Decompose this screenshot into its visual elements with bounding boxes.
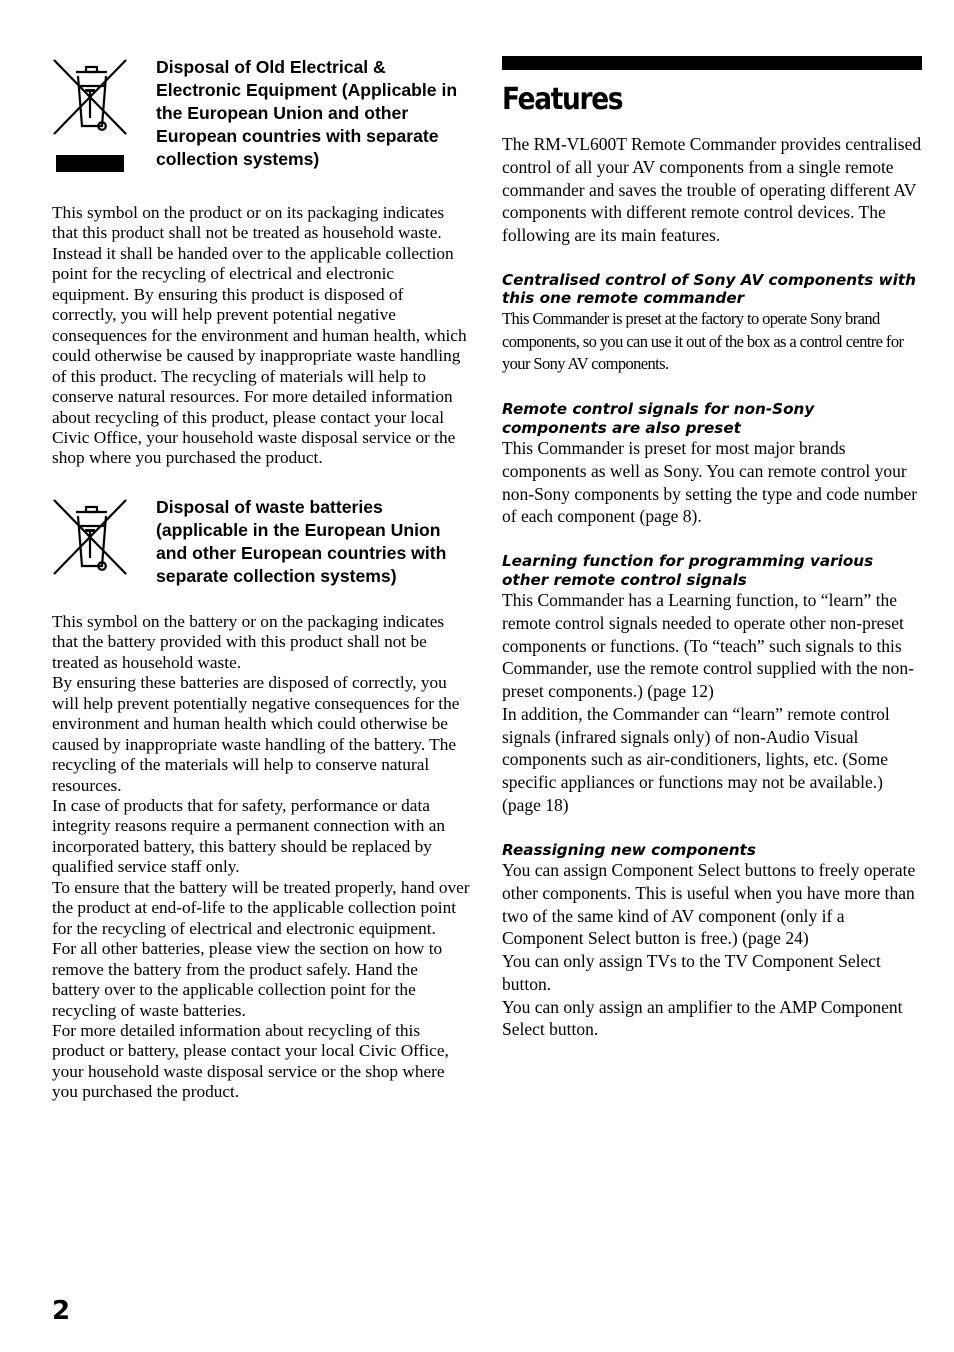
feature-heading-reassigning: Reassigning new components (502, 840, 756, 859)
batteries-paragraph: To ensure that the battery will be treated properly, hand over the product at end-of-life to the applicable collection point for the recycling of electrical and electronic equipment. (52, 877, 470, 938)
crossed-out-bin-icon (52, 496, 128, 585)
batteries-paragraph: By ensuring these batteries are disposed of correctly, you will help prevent potentially negative consequences for the environment and human health which could otherwise be caused by inappropriate waste handling of the battery. The recycling of the materials will help to conserve natural resources. (52, 673, 460, 795)
features-intro: The RM-VL600T Remote Commander provides centralised control of all your AV components from a single remote commander and saves the trouble of operating different AV components with different remote control devices. The following are its main features. (502, 134, 922, 245)
feature-text: This Commander is preset for most major brands components as well as Sony. You can remote control your non-Sony components by setting the type and code number of each component (page 8). (502, 438, 918, 527)
section-header-bar (502, 56, 922, 70)
feature-text: This Commander is preset at the factory to operate Sony brand components, so you can use it out of the box as a control centre for your Sony AV components. (502, 308, 904, 374)
feature-heading-centralised-control: Centralised control of Sony AV components with this one remote commander (502, 270, 916, 308)
feature-text: You can only assign an amplifier to the AMP Component Select button. (502, 996, 903, 1040)
feature-heading-learning-function: Learning function for programming various other remote control signals (502, 552, 874, 589)
feature-heading-non-sony-preset: Remote control signals for non-Sony components are also preset (502, 400, 815, 437)
disposal-batteries-body (52, 612, 470, 1103)
disposal-equipment-body: This symbol on the product or on its packaging indicates that this product shall not be treated as household waste. Instead it shall be handed over to the applicable collection point for the recycling of electrical and electronic equipment. By ensuring this product is disposed of correctly, you will help prevent potential negative consequences for the environment and human health, which could otherwise be caused by inappropriate waste handling of this product. The recycling of materials will help to conserve natural resources. For more detailed information about recycling of this product, please contact your local Civic Office, your household waste disposal service or the shop where you purchased the product. (52, 203, 467, 468)
disposal-equipment-header (52, 56, 470, 179)
feature-text: You can only assign TVs to the TV Component Select button. (502, 951, 881, 994)
disposal-batteries-title: Disposal of waste batteries (applicable in the European Union and other European countries with separate collection systems) (156, 496, 447, 586)
disposal-batteries-header (52, 496, 470, 588)
batteries-paragraph: In case of products that for safety, performance or data integrity reasons require a permanent connection with an incorporated battery, this battery should be replaced by qualified service staff only. (52, 795, 446, 877)
page-number: 2 (52, 1296, 71, 1326)
feature-text: In addition, the Commander can “learn” remote control signals (infrared signals only) of non-Audio Visual components such as air-conditioners, lights, etc. (Some specific appliances or functions may not be available.) (page 18) (502, 703, 890, 815)
features-title: Features (502, 82, 623, 117)
feature-text: This Commander has a Learning function, to “learn” the remote control signals needed to operate other non-preset components or functions. (To “teach” such signals to this Commander, use the remote control supplied with the non-preset components.) (page 12) (502, 590, 914, 701)
crossed-out-bin-icon (52, 56, 128, 179)
batteries-paragraph: This symbol on the battery or on the packaging indicates that the battery provided with this product shall not be treated as household waste. (52, 611, 445, 672)
batteries-paragraph: For more detailed information about recycling of this product or battery, please contact your local Civic Office, your household waste disposal service or the shop where you purchased the product. (52, 1020, 449, 1102)
disposal-equipment-title: Disposal of Old Electrical & Electronic Equipment (Applicable in the European Union and other European countries with separate collection systems) (156, 57, 458, 169)
left-column (52, 56, 470, 1103)
batteries-paragraph: For all other batteries, please view the section on how to remove the battery from the product safely. Hand the battery over to the applicable collection point for the recycling of waste batteries. (52, 939, 443, 1020)
right-column (502, 56, 922, 1041)
feature-text: You can assign Component Select buttons to freely operate other components. This is useful when you have more than two of the same kind of AV component (only if a Component Select button is free.) (page 24) (502, 860, 916, 949)
